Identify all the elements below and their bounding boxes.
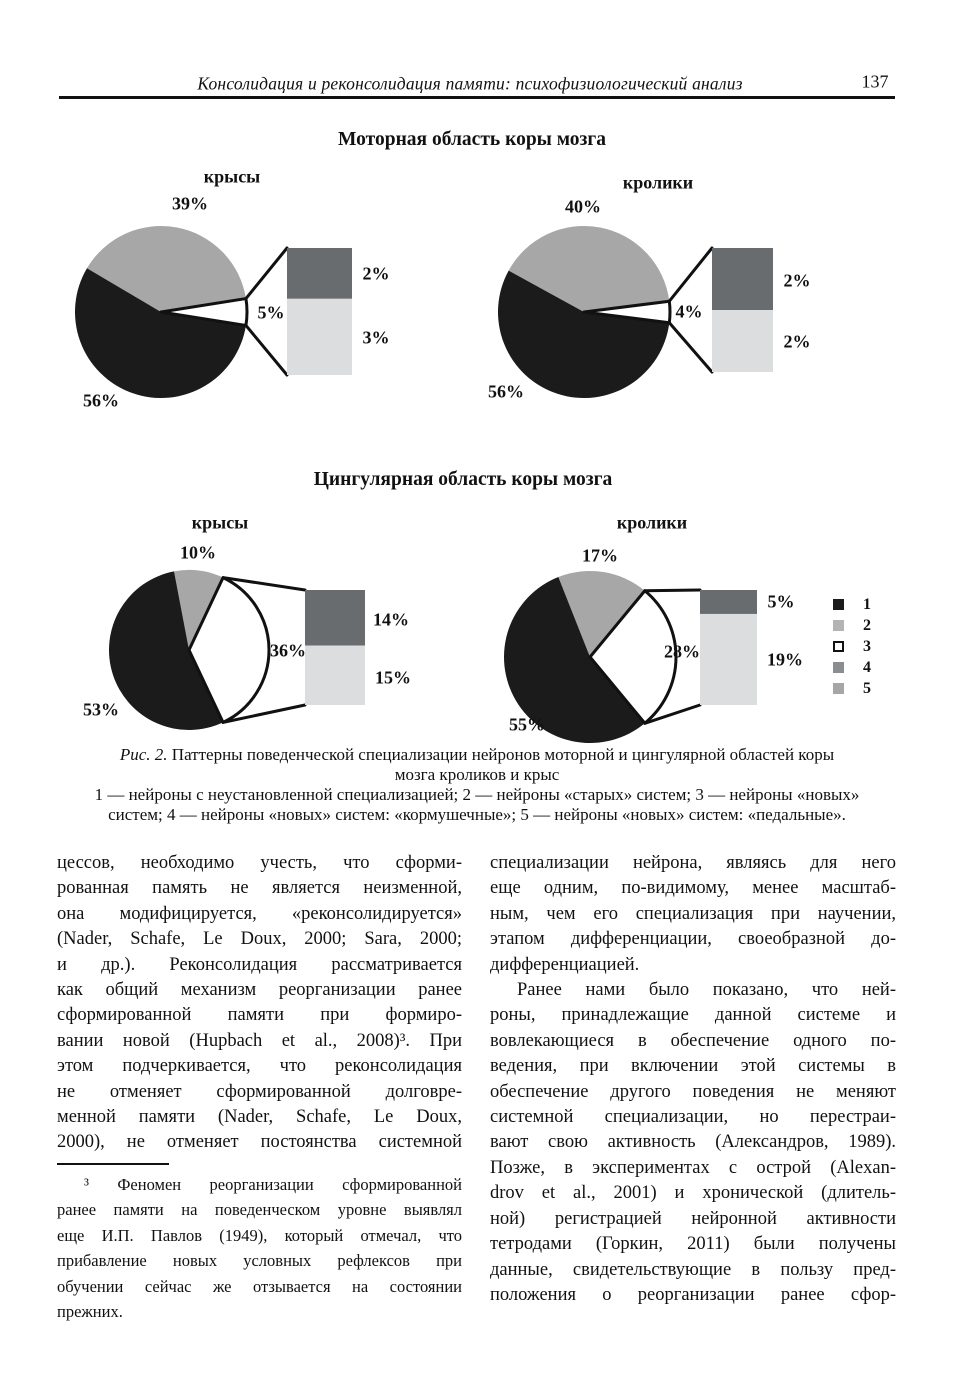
running-title: Консолидация и реконсолидация памяти: психофизиологический анализ <box>197 73 743 94</box>
pie-slice-label: 53% <box>83 699 119 720</box>
section-title-motor: Моторная область коры мозга <box>338 129 606 150</box>
legend-number: 3 <box>863 637 871 655</box>
legend-item <box>833 615 871 636</box>
bar-segment-label: 14% <box>373 609 409 630</box>
text-line: ведения, при включении этой системы в <box>490 1056 896 1077</box>
caption-title-line2: мозга кроликов и крыс <box>394 765 560 784</box>
text-line: еще одним, по-видимому, менее масштаб- <box>490 878 896 899</box>
text-line: рованная память не является неизменной, <box>57 878 462 899</box>
legend-item <box>833 594 871 615</box>
body-left-column <box>57 851 462 1156</box>
figure-legend <box>833 594 871 699</box>
legend-swatch-5 <box>833 683 844 694</box>
text-line: обеспечение другого поведения не меняют <box>490 1081 896 1102</box>
bar-segment-label: 3% <box>362 327 390 348</box>
pie-slice-label: 36% <box>270 640 306 661</box>
footnote-line: еще И.П. Павлов (1949), который отмечал, что <box>57 1225 462 1245</box>
bar-segment-label: 2% <box>783 331 811 352</box>
text-line: цессов, необходимо учесть, что сформи- <box>57 853 462 873</box>
legend-swatch-4 <box>833 662 844 673</box>
caption-title-text: Паттерны поведенческой специализации нейронов моторной и цингулярной областей коры <box>167 745 835 764</box>
page-number: 137 <box>861 71 889 92</box>
section-title-cingulate: Цингулярная область коры мозга <box>313 469 613 490</box>
text-line: вовлекающиеся в обеспечение одного по- <box>490 1030 896 1051</box>
bar-segment-label: 2% <box>783 270 811 291</box>
text-line: как общий механизм реорганизации ранее <box>57 980 462 1001</box>
pie-slice-label: 55% <box>509 714 545 735</box>
legend-swatch-3 <box>833 641 844 652</box>
footnote-line: ранее памяти на поведенческом уровне выявлял <box>57 1200 462 1220</box>
pie-slice-label: 5% <box>257 302 285 323</box>
footnote-line: обучении сейчас же отзывается на состоянии <box>57 1276 462 1296</box>
text-line: не отменяет сформированной долговре- <box>57 1081 462 1102</box>
text-line: менной памяти (Nader, Schafe, Le Doux, <box>57 1107 462 1128</box>
legend-swatch-2 <box>833 620 844 631</box>
pie-slice-label: 4% <box>675 301 703 322</box>
caption-legend-line1: 1 — нейроны с неустановленной специализацией; 2 — нейроны «старых» систем; 3 — нейроны «новых» <box>94 785 860 804</box>
text-line: положения о реорганизации ранее сфор- <box>490 1284 896 1305</box>
text-line: ным, чем его специализация при научении, <box>490 903 896 924</box>
chart-group-label: кролики <box>616 512 688 533</box>
chart-group-label: крысы <box>203 166 261 187</box>
pie-slice-label: 39% <box>172 193 208 214</box>
text-line: Позже, в экспериментах с острой (Alexan- <box>490 1157 896 1178</box>
text-line: этапом дифференциации, своеобразной до- <box>490 929 896 950</box>
text-line: и др.). Реконсолидация рассматривается <box>57 954 462 975</box>
text-line: вании новой (Hupbach et al., 2008)³. При <box>57 1030 462 1051</box>
body-right-column <box>490 851 896 1308</box>
bar-segment-label: 15% <box>375 667 411 688</box>
chart-group-label: крысы <box>191 512 249 533</box>
text-line: drov et al., 2001) и хронической (длитель- <box>490 1183 896 1204</box>
pie-slice-label: 17% <box>582 545 618 566</box>
footnote-line: прежних. <box>57 1302 123 1322</box>
chart-group-label: кролики <box>622 172 694 193</box>
text-line: 2000), не отменяет постоянства системной <box>57 1132 462 1153</box>
legend-item <box>833 678 871 699</box>
text-line: специализации нейрона, являясь для него <box>490 853 896 873</box>
bar-segment-label: 5% <box>767 591 795 612</box>
legend-number: 2 <box>863 616 871 634</box>
bar-segment-label: 2% <box>362 263 390 284</box>
text-line: ной) регистрацией нейронной активности <box>490 1208 896 1229</box>
legend-number: 5 <box>863 679 871 697</box>
pie-slice-label: 56% <box>83 390 119 411</box>
legend-number: 1 <box>863 595 871 613</box>
text-line: она модифицируется, «реконсолидируется» <box>57 903 462 924</box>
text-line: Ранее нами было показано, что ней- <box>517 980 896 1001</box>
caption-title-line1 <box>57 745 897 765</box>
footnote-rule <box>57 1163 169 1165</box>
footnote <box>57 1172 462 1324</box>
footnote-line: прибавление новых условных рефлексов при <box>57 1251 462 1271</box>
pie-slice-label: 40% <box>565 196 601 217</box>
text-line: роны, принадлежащие данной системе и <box>490 1005 896 1026</box>
text-line: этом подчеркивается, что реконсолидация <box>57 1056 462 1077</box>
caption-legend-line2: систем; 4 — нейроны «новых» систем: «кормушечные»; 5 — нейроны «новых» систем: «педальные». <box>108 805 846 824</box>
footnote-line: ³ Феномен реорганизации сформированной <box>84 1175 462 1194</box>
text-line: сформированной памяти при формиро- <box>57 1005 462 1026</box>
pie-slice-label: 56% <box>488 381 524 402</box>
pie-slice-label: 10% <box>180 542 216 563</box>
text-line: тетродами (Горкин, 2011) были получены <box>490 1234 896 1255</box>
figure-label: Рис. 2. <box>119 745 168 764</box>
text-line: дифференциацией. <box>490 954 640 975</box>
bar-segment-label: 19% <box>767 649 803 670</box>
legend-item <box>833 636 871 657</box>
legend-swatch-1 <box>833 599 844 610</box>
text-line: вают свою активность (Александров, 1989). <box>490 1132 896 1153</box>
pie-slice-label: 28% <box>664 641 700 662</box>
figure-caption <box>57 745 897 825</box>
text-line: (Nader, Schafe, Le Doux, 2000; Sara, 2000; <box>57 929 462 950</box>
text-line: системной специализации, но перестраи- <box>490 1107 896 1128</box>
text-line: данные, свидетельствующие в пользу пред- <box>490 1259 896 1280</box>
legend-number: 4 <box>863 658 871 676</box>
legend-item <box>833 657 871 678</box>
